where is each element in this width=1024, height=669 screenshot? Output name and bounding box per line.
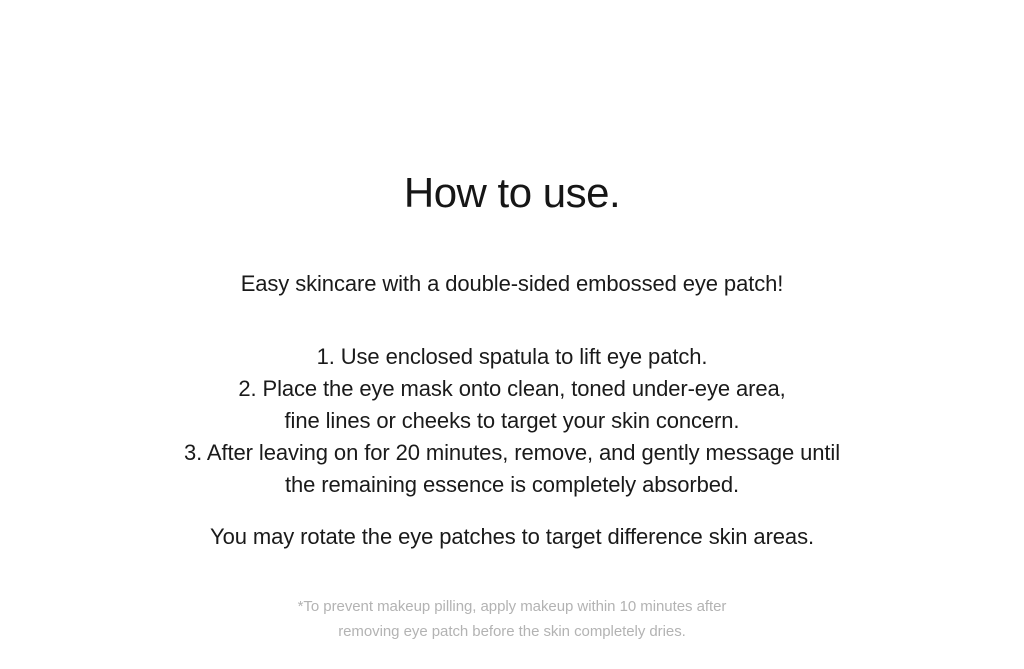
- footnote: [298, 594, 727, 644]
- step-line: 3. After leaving on for 20 minutes, remove, and gently message until: [183, 440, 840, 466]
- steps-list: [184, 341, 840, 501]
- step-line: 2. Place the eye mask onto clean, toned under-eye area,: [238, 376, 786, 402]
- page-title: How to use.: [403, 169, 621, 216]
- outro-text: You may rotate the eye patches to target difference skin areas.: [210, 524, 814, 550]
- step-line: 1. Use enclosed spatula to lift eye patch.: [316, 344, 708, 370]
- step-line: fine lines or cheeks to target your skin concern.: [284, 408, 740, 434]
- step-line: the remaining essence is completely absorbed.: [284, 472, 740, 498]
- intro-text: Easy skincare with a double-sided embossed eye patch!: [240, 271, 784, 297]
- footnote-line: *To prevent makeup pilling, apply makeup within 10 minutes after: [297, 598, 727, 616]
- footnote-line: removing eye patch before the skin completely dries.: [338, 623, 686, 641]
